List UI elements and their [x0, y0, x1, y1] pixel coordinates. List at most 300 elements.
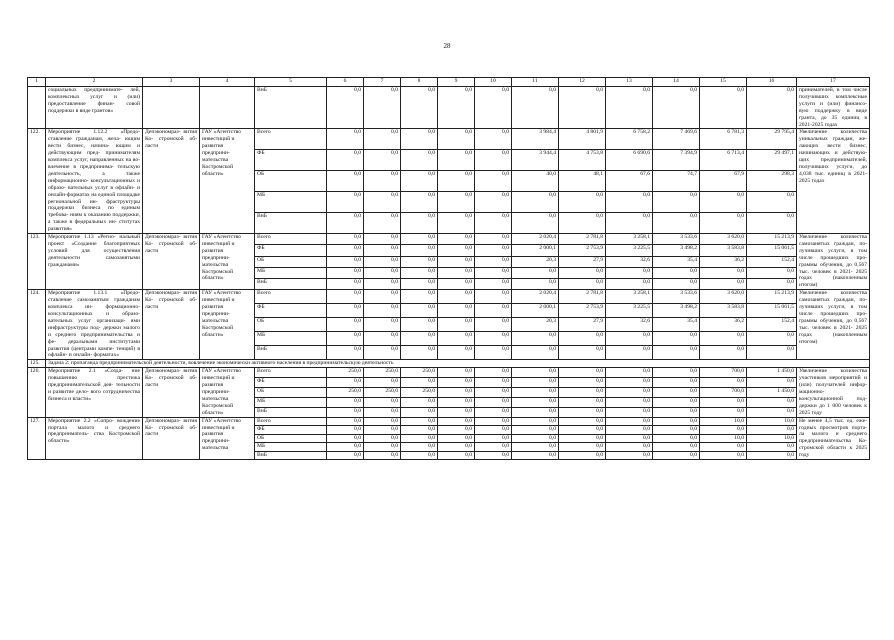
amount-cell: 0,0	[606, 346, 653, 360]
amount-cell: 0,0	[438, 397, 475, 407]
amount-cell: 0,0	[606, 397, 653, 407]
amount-cell: 0,0	[364, 279, 401, 290]
amount-cell: 0,0	[327, 267, 364, 278]
amount-cell: 0,0	[606, 426, 653, 434]
funding-source: Всего	[255, 417, 327, 425]
amount-cell: 0,0	[438, 290, 475, 304]
table-row	[28, 234, 870, 245]
table-row	[28, 368, 870, 378]
funding-source: ОБ	[255, 318, 327, 332]
amount-cell: 0,0	[512, 451, 559, 460]
amount-cell: 0,0	[475, 378, 512, 388]
amount-cell: 74,7	[653, 171, 700, 192]
amount-cell: 0,0	[512, 397, 559, 407]
amount-cell: 0,0	[700, 407, 747, 417]
header-cell: 2	[46, 78, 143, 87]
activity-description: Мероприятие 1.12.2 «Предо- ставление гражданам, жела- ющим вести бизнес, начина- ющим и действующим пред- принимателям комплекса услуг, направленных на во- влечение в предпринима- тельскую деятельность, а также информационно- консультационных и образо- вательных услуг в офлайн- и онлайн-форматах на единой площадке региональной ин- фраструктуры поддержки бизнеса по единым требова- ниям к оказанию поддержки, а также в федеральных ин- ститутах развития»	[46, 129, 143, 234]
amount-cell: 3 620,0	[700, 234, 747, 245]
amount-cell: 0,0	[401, 234, 438, 245]
amount-cell: 0,0	[401, 150, 438, 171]
amount-cell: 0,0	[747, 443, 797, 451]
funding-source: ОБ	[255, 171, 327, 192]
participant: ГАУ «Агентство инвестиций и развития предприни- мательства Костромской области»	[200, 290, 255, 360]
amount-cell: 0,0	[747, 213, 797, 234]
amount-cell: 0,0	[438, 304, 475, 318]
amount-cell: 0,0	[401, 245, 438, 256]
amount-cell: 15 213,9	[747, 290, 797, 304]
funding-source: ОБ	[255, 434, 327, 442]
funding-source: ВнБ	[255, 87, 327, 129]
amount-cell: 0,0	[364, 87, 401, 129]
expected-result: Увеличение количества самозанятых граждан, по- лучивших услуги, в том числе прошедших про- граммы обучения, до 0,567 тыс. человек в 2021- 2025 годах (накопленным итогом)	[797, 234, 870, 290]
amount-cell: 0,0	[653, 332, 700, 346]
amount-cell: 3 258,1	[606, 290, 653, 304]
funding-source: Всего	[255, 234, 327, 245]
amount-cell: 2 020,4	[512, 290, 559, 304]
amount-cell: 0,0	[653, 451, 700, 460]
amount-cell: 0,0	[475, 171, 512, 192]
amount-cell: 0,0	[401, 87, 438, 129]
amount-cell: 0,0	[475, 346, 512, 360]
amount-cell: 0,0	[475, 279, 512, 290]
amount-cell: 0,0	[327, 443, 364, 451]
responsible-executor: Депэкономраз- вития Ко- стромской об- ласти	[143, 417, 200, 459]
amount-cell: 0,0	[475, 387, 512, 397]
amount-cell: 0,0	[606, 387, 653, 397]
amount-cell: 0,0	[512, 332, 559, 346]
amount-cell: 40,0	[512, 171, 559, 192]
amount-cell: 0,0	[475, 417, 512, 425]
funding-source: ВнБ	[255, 346, 327, 360]
amount-cell: 0,0	[438, 346, 475, 360]
amount-cell: 0,0	[747, 332, 797, 346]
amount-cell: 0,0	[559, 87, 606, 129]
funding-source: Всего	[255, 368, 327, 378]
row-number: 124.	[28, 290, 46, 360]
table-row	[28, 129, 870, 150]
amount-cell: 0,0	[606, 443, 653, 451]
amount-cell: 0,0	[438, 213, 475, 234]
amount-cell: 6 758,2	[606, 129, 653, 150]
amount-cell: 0,0	[512, 434, 559, 442]
funding-source: ВнБ	[255, 451, 327, 460]
amount-cell: 700,0	[700, 368, 747, 378]
amount-cell: 0,0	[653, 279, 700, 290]
amount-cell: 0,0	[653, 346, 700, 360]
amount-cell: 0,0	[559, 387, 606, 397]
amount-cell: 0,0	[606, 213, 653, 234]
amount-cell: 3 620,0	[700, 290, 747, 304]
row-number: 125.	[28, 360, 46, 368]
amount-cell: 3 498,2	[653, 304, 700, 318]
amount-cell: 0,0	[327, 417, 364, 425]
funding-source: ФБ	[255, 150, 327, 171]
amount-cell: 15 061,5	[747, 245, 797, 256]
amount-cell: 0,0	[364, 332, 401, 346]
activity-description: Мероприятие 1.13 «Регио- нальный проект «Создание благоприятных условий для осуществления деятельности самозанятыми гражданами»	[46, 234, 143, 290]
amount-cell: 0,0	[653, 417, 700, 425]
amount-cell: 0,0	[364, 417, 401, 425]
amount-cell: 0,0	[475, 426, 512, 434]
header-cell: 9	[438, 78, 475, 87]
responsible-executor: Депэкономраз- вития Ко- стромской об- ласти	[143, 290, 200, 360]
amount-cell: 10,0	[747, 417, 797, 425]
funding-source: ВнБ	[255, 407, 327, 417]
funding-source: МБ	[255, 332, 327, 346]
amount-cell: 0,0	[559, 434, 606, 442]
amount-cell: 0,0	[606, 192, 653, 213]
funding-source: МБ	[255, 443, 327, 451]
activity-description: Мероприятие 2.2 «Сопро- вождение портала малого и среднего предпринматель- ства Костромской области»	[46, 417, 143, 459]
amount-cell: 0,0	[559, 443, 606, 451]
amount-cell: 27,9	[559, 318, 606, 332]
amount-cell: 0,0	[364, 304, 401, 318]
table-row	[28, 290, 870, 304]
amount-cell: 0,0	[438, 417, 475, 425]
row-number: 126.	[28, 368, 46, 417]
amount-cell: 0,0	[475, 87, 512, 129]
amount-cell: 0,0	[401, 213, 438, 234]
amount-cell: 0,0	[364, 397, 401, 407]
funding-source: ФБ	[255, 378, 327, 388]
amount-cell: 0,0	[512, 407, 559, 417]
amount-cell: 0,0	[438, 387, 475, 397]
amount-cell: 0,0	[475, 213, 512, 234]
amount-cell: 0,0	[364, 171, 401, 192]
amount-cell: 35,4	[653, 256, 700, 267]
funding-source: ОБ	[255, 387, 327, 397]
amount-cell: 700,0	[700, 387, 747, 397]
funding-source: ФБ	[255, 426, 327, 434]
amount-cell: 250,0	[401, 368, 438, 378]
amount-cell: 0,0	[327, 426, 364, 434]
amount-cell: 0,0	[653, 443, 700, 451]
header-cell: 15	[700, 78, 747, 87]
amount-cell: 15 213,9	[747, 234, 797, 245]
amount-cell: 35,4	[653, 318, 700, 332]
amount-cell: 0,0	[438, 245, 475, 256]
amount-cell: 0,0	[653, 213, 700, 234]
amount-cell: 0,0	[559, 368, 606, 378]
amount-cell: 0,0	[438, 171, 475, 192]
amount-cell: 29 497,1	[747, 150, 797, 171]
amount-cell: 0,0	[559, 378, 606, 388]
header-row	[28, 78, 870, 87]
responsible-executor: Депэкономраз- вития Ко- стромской об- ласти	[143, 129, 200, 234]
amount-cell: 3 944,4	[512, 150, 559, 171]
amount-cell: 0,0	[653, 426, 700, 434]
amount-cell: 0,0	[653, 378, 700, 388]
amount-cell: 0,0	[327, 279, 364, 290]
header-cell: 1	[28, 78, 46, 87]
amount-cell: 152,4	[747, 256, 797, 267]
amount-cell: 0,0	[401, 397, 438, 407]
amount-cell: 3 583,8	[700, 245, 747, 256]
header-cell: 3	[143, 78, 200, 87]
amount-cell: 0,0	[401, 346, 438, 360]
amount-cell: 0,0	[327, 150, 364, 171]
amount-cell: 3 225,5	[606, 245, 653, 256]
amount-cell: 0,0	[475, 434, 512, 442]
amount-cell: 10,0	[700, 417, 747, 425]
amount-cell: 0,0	[438, 279, 475, 290]
amount-cell: 0,0	[512, 346, 559, 360]
amount-cell: 250,0	[327, 368, 364, 378]
amount-cell: 0,0	[475, 304, 512, 318]
amount-cell: 20,3	[512, 318, 559, 332]
amount-cell: 0,0	[475, 267, 512, 278]
amount-cell: 0,0	[475, 129, 512, 150]
amount-cell: 0,0	[559, 332, 606, 346]
amount-cell: 0,0	[747, 378, 797, 388]
amount-cell: 0,0	[559, 192, 606, 213]
amount-cell: 0,0	[747, 192, 797, 213]
amount-cell: 0,0	[606, 332, 653, 346]
amount-cell: 0,0	[401, 417, 438, 425]
amount-cell: 0,0	[327, 256, 364, 267]
amount-cell: 0,0	[401, 443, 438, 451]
amount-cell: 0,0	[512, 368, 559, 378]
header-cell: 4	[200, 78, 255, 87]
amount-cell: 0,0	[653, 87, 700, 129]
amount-cell: 0,0	[364, 290, 401, 304]
amount-cell: 0,0	[606, 368, 653, 378]
amount-cell: 0,0	[559, 407, 606, 417]
amount-cell: 6 713,4	[700, 150, 747, 171]
amount-cell: 0,0	[700, 397, 747, 407]
amount-cell: 0,0	[364, 213, 401, 234]
amount-cell: 0,0	[438, 267, 475, 278]
funding-source: МБ	[255, 192, 327, 213]
amount-cell: 0,0	[438, 192, 475, 213]
amount-cell: 0,0	[512, 387, 559, 397]
amount-cell: 0,0	[364, 150, 401, 171]
funding-source: Всего	[255, 290, 327, 304]
amount-cell: 3 225,5	[606, 304, 653, 318]
page-number: 28	[443, 42, 451, 50]
amount-cell: 0,0	[364, 407, 401, 417]
amount-cell: 0,0	[327, 213, 364, 234]
amount-cell: 0,0	[512, 87, 559, 129]
amount-cell: 0,0	[700, 443, 747, 451]
amount-cell: 0,0	[327, 234, 364, 245]
header-cell: 7	[364, 78, 401, 87]
amount-cell: 0,0	[401, 407, 438, 417]
amount-cell: 0,0	[475, 332, 512, 346]
amount-cell: 0,0	[606, 87, 653, 129]
amount-cell: 2 000,1	[512, 304, 559, 318]
participant: ГАУ «Агентство инвестиций и развития предприни- мательства Костромской области»	[200, 368, 255, 417]
responsible-executor: Депэкономраз- вития Ко- стромской об- ласти	[143, 368, 200, 417]
amount-cell: 0,0	[747, 346, 797, 360]
amount-cell: 0,0	[401, 267, 438, 278]
funding-source: ФБ	[255, 245, 327, 256]
amount-cell: 0,0	[653, 368, 700, 378]
amount-cell: 20,3	[512, 256, 559, 267]
amount-cell: 3 258,1	[606, 234, 653, 245]
amount-cell: 2 753,9	[559, 245, 606, 256]
amount-cell: 0,0	[700, 426, 747, 434]
funding-source: МБ	[255, 267, 327, 278]
participant	[200, 87, 255, 129]
amount-cell: 0,0	[438, 129, 475, 150]
amount-cell: 0,0	[327, 397, 364, 407]
amount-cell: 0,0	[327, 407, 364, 417]
amount-cell: 0,0	[364, 256, 401, 267]
amount-cell: 0,0	[438, 434, 475, 442]
expected-result: Увеличение количества уникальных граждан, же- лающих вести бизнес, начинающих и действую- щих предпринимателей, получивших услуги, до 4,038 тыс. единиц в 2021- 2025 годах	[797, 129, 870, 234]
amount-cell: 0,0	[327, 378, 364, 388]
amount-cell: 3 583,8	[700, 304, 747, 318]
amount-cell: 0,0	[747, 407, 797, 417]
amount-cell: 0,0	[364, 378, 401, 388]
amount-cell: 0,0	[364, 318, 401, 332]
amount-cell: 0,0	[401, 256, 438, 267]
amount-cell: 0,0	[559, 417, 606, 425]
amount-cell: 0,0	[475, 407, 512, 417]
amount-cell: 0,0	[438, 318, 475, 332]
amount-cell: 0,0	[475, 443, 512, 451]
expected-result: Увеличение количества самозанятых граждан, по- лучивших услуги, в том числе прошедших про- граммы обучения, до 0,567 тыс. человек в 2021- 2025 годах (накопленным итогом)	[797, 290, 870, 360]
amount-cell: 0,0	[559, 213, 606, 234]
amount-cell: 0,0	[747, 451, 797, 460]
amount-cell: 0,0	[438, 443, 475, 451]
expected-result: Увеличение количества участников мероприятий и (или) получателей инфор- мационно- консультационной под- держки до 1 000 человек к 2025 году	[797, 368, 870, 417]
amount-cell: 0,0	[364, 346, 401, 360]
activity-description: социальных предпринимате- лей, комплексных услуг и (или) предоставление финан- совой поддержки в виде грантов»	[46, 87, 143, 129]
amount-cell: 0,0	[475, 368, 512, 378]
responsible-executor	[143, 87, 200, 129]
amount-cell: 0,0	[606, 267, 653, 278]
amount-cell: 0,0	[327, 171, 364, 192]
amount-cell: 0,0	[512, 443, 559, 451]
amount-cell: 7 394,9	[653, 150, 700, 171]
amount-cell: 250,0	[364, 368, 401, 378]
header-cell: 16	[747, 78, 797, 87]
amount-cell: 0,0	[653, 407, 700, 417]
amount-cell: 0,0	[475, 318, 512, 332]
amount-cell: 0,0	[327, 304, 364, 318]
amount-cell: 0,0	[700, 378, 747, 388]
amount-cell: 0,0	[401, 451, 438, 460]
amount-cell: 0,0	[512, 213, 559, 234]
amount-cell: 0,0	[559, 346, 606, 360]
amount-cell: 0,0	[438, 332, 475, 346]
amount-cell: 0,0	[364, 234, 401, 245]
header-cell: 13	[606, 78, 653, 87]
amount-cell: 0,0	[327, 245, 364, 256]
amount-cell: 0,0	[606, 378, 653, 388]
row-number: 122.	[28, 129, 46, 234]
amount-cell: 0,0	[364, 434, 401, 442]
task-title: Задача 2: пропаганда предпринимательской деятельности, вовлечение экономически активного населения в предпринимательскую деятельность	[46, 360, 870, 368]
amount-cell: 250,0	[401, 387, 438, 397]
amount-cell: 0,0	[327, 87, 364, 129]
amount-cell: 2 020,4	[512, 234, 559, 245]
amount-cell: 0,0	[747, 397, 797, 407]
amount-cell: 0,0	[327, 434, 364, 442]
participant: ГАУ «Агентство инвестиций и развития предприни- мательства Костромской области»	[200, 129, 255, 234]
header-cell: 17	[797, 78, 870, 87]
amount-cell: 0,0	[327, 192, 364, 213]
amount-cell: 67,9	[700, 171, 747, 192]
amount-cell: 0,0	[401, 279, 438, 290]
amount-cell: 0,0	[327, 129, 364, 150]
amount-cell: 0,0	[364, 443, 401, 451]
amount-cell: 0,0	[475, 192, 512, 213]
amount-cell: 0,0	[401, 290, 438, 304]
amount-cell: 250,0	[364, 387, 401, 397]
amount-cell: 0,0	[401, 129, 438, 150]
amount-cell: 3 498,2	[653, 245, 700, 256]
amount-cell: 15 061,5	[747, 304, 797, 318]
amount-cell: 0,0	[512, 267, 559, 278]
funding-source: ФБ	[255, 304, 327, 318]
amount-cell: 0,0	[653, 192, 700, 213]
amount-cell: 0,0	[438, 407, 475, 417]
amount-cell: 298,3	[747, 171, 797, 192]
header-cell: 6	[327, 78, 364, 87]
amount-cell: 0,0	[559, 267, 606, 278]
amount-cell: 152,4	[747, 318, 797, 332]
expected-result: принимателей, в том числе получивших комплексные услуги и (или) финансо- вую поддержку в виде гранта, до 35 единиц в 2021-2025 годах	[797, 87, 870, 129]
amount-cell: 0,0	[559, 279, 606, 290]
amount-cell: 0,0	[475, 234, 512, 245]
participant: ГАУ «Агентство инвестиций и развития предприни- мательства	[200, 417, 255, 459]
amount-cell: 0,0	[747, 267, 797, 278]
responsible-executor: Депэкономраз- вития Ко- стромской об- ласти	[143, 234, 200, 290]
amount-cell: 2 753,9	[559, 304, 606, 318]
amount-cell: 0,0	[700, 451, 747, 460]
header-cell: 8	[401, 78, 438, 87]
amount-cell: 10,0	[747, 434, 797, 442]
amount-cell: 0,0	[747, 87, 797, 129]
activity-description: Мероприятие 2.1 «Созда- ние повышению престижа предпринимательской дея- тельности и развитие дело- вого сотрудничества бизнеса и власти»	[46, 368, 143, 417]
amount-cell: 0,0	[364, 129, 401, 150]
amount-cell: 4 753,8	[559, 150, 606, 171]
row-number: 127.	[28, 417, 46, 459]
amount-cell: 2 000,1	[512, 245, 559, 256]
amount-cell: 0,0	[438, 426, 475, 434]
amount-cell: 0,0	[606, 417, 653, 425]
amount-cell: 0,0	[364, 267, 401, 278]
participant: ГАУ «Агентство инвестиций и развития предприни- мательства Костромской области»	[200, 234, 255, 290]
task-row	[28, 360, 870, 368]
table-row	[28, 417, 870, 425]
header-cell: 11	[512, 78, 559, 87]
amount-cell: 0,0	[327, 318, 364, 332]
amount-cell: 32,6	[606, 256, 653, 267]
amount-cell: 3 533,6	[653, 290, 700, 304]
amount-cell: 0,0	[512, 378, 559, 388]
amount-cell: 0,0	[401, 192, 438, 213]
amount-cell: 0,0	[559, 426, 606, 434]
amount-cell: 0,0	[475, 150, 512, 171]
amount-cell: 0,0	[512, 417, 559, 425]
amount-cell: 0,0	[653, 387, 700, 397]
amount-cell: 0,0	[653, 434, 700, 442]
amount-cell: 0,0	[475, 245, 512, 256]
amount-cell: 0,0	[475, 451, 512, 460]
amount-cell: 0,0	[653, 267, 700, 278]
header-cell: 14	[653, 78, 700, 87]
amount-cell: 0,0	[475, 397, 512, 407]
amount-cell: 0,0	[700, 346, 747, 360]
funding-source: Всего	[255, 129, 327, 150]
amount-cell: 0,0	[438, 150, 475, 171]
amount-cell: 0,0	[438, 378, 475, 388]
amount-cell: 4 801,9	[559, 129, 606, 150]
